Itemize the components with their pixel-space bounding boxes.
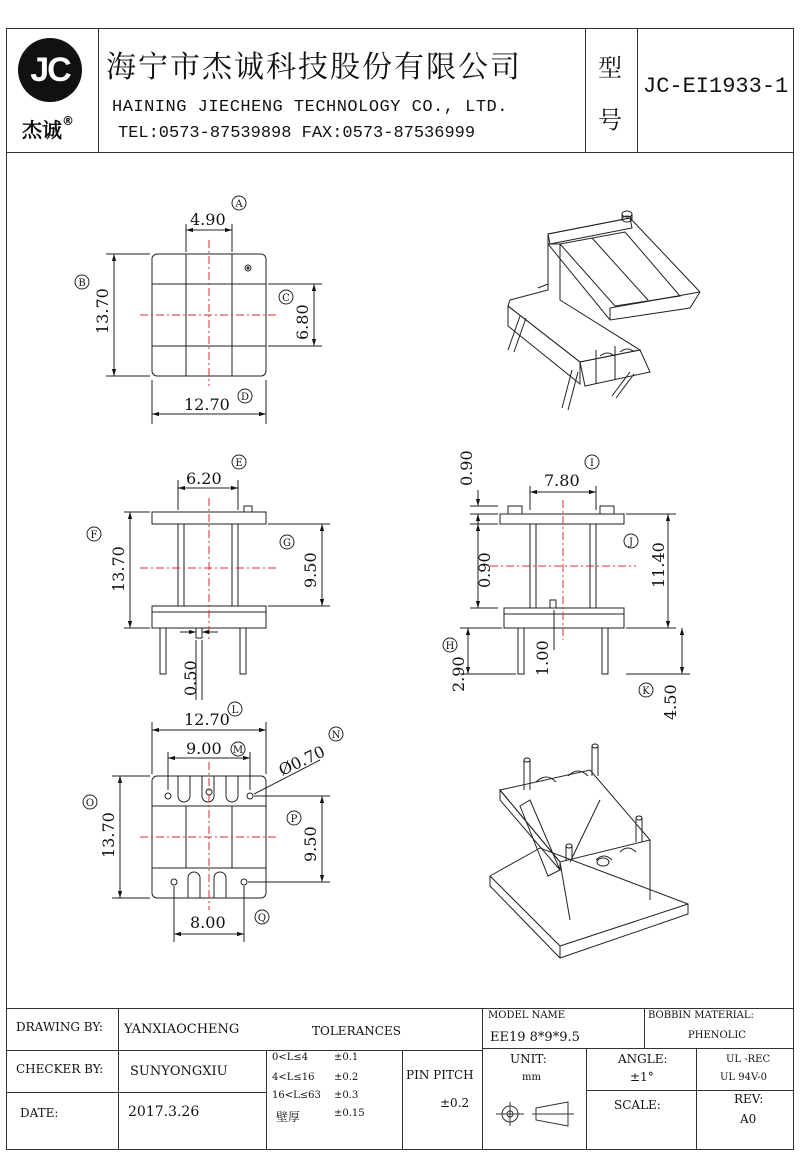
tolerances-label: TOLERANCES xyxy=(312,1024,401,1038)
dim-j: 11.40 xyxy=(649,542,668,588)
tb-v-6 xyxy=(586,1048,587,1150)
bobbin: PHENOLIC xyxy=(688,1030,746,1041)
logo-sub: 杰诚 xyxy=(22,118,62,142)
tol-range-4: 壁厚 xyxy=(276,1110,301,1124)
tb-row-2 xyxy=(6,1092,266,1093)
dim-i: 7.80 xyxy=(544,471,580,490)
model-code: JC-EI1933-1 xyxy=(643,74,789,99)
dim-n: Ø0.70 xyxy=(275,741,328,780)
front-view xyxy=(124,480,330,700)
tb-v-2 xyxy=(266,1050,267,1150)
label-m: M xyxy=(232,745,244,756)
company-contact: TEL:0573-87539898 FAX:0573-87536999 xyxy=(118,124,476,143)
model-name: EE19 8*9*9.5 xyxy=(490,1030,580,1045)
model-name-label: MODEL NAME xyxy=(488,1010,566,1021)
dim-m: 9.00 xyxy=(186,739,222,758)
dim-b: 13.70 xyxy=(93,288,112,334)
company-name-en: HAINING JIECHENG TECHNOLOGY CO., LTD. xyxy=(112,98,508,117)
label-e: E xyxy=(235,458,243,469)
dim-f: 13.70 xyxy=(109,546,128,592)
tol-val-3: ±0.3 xyxy=(334,1090,359,1101)
drawing-by: YANXIAOCHENG xyxy=(124,1022,240,1037)
dim-top-h: 0.90 xyxy=(457,450,476,486)
logo-reg: ® xyxy=(62,114,74,128)
tb-row-2b xyxy=(586,1090,794,1091)
label-b: B xyxy=(78,278,86,289)
ul-94v0: UL 94V-0 xyxy=(720,1072,768,1083)
iso-view-top xyxy=(508,211,700,410)
dim-c: 6.80 xyxy=(293,304,312,340)
dim-a: 4.90 xyxy=(190,210,226,229)
label-h: H xyxy=(445,641,455,652)
unit: mm xyxy=(522,1072,541,1083)
label-l: L xyxy=(231,705,239,716)
tb-v-4 xyxy=(482,1008,483,1150)
company-name-cn: 海宁市杰诚科技股份有限公司 xyxy=(106,50,522,85)
label-c: C xyxy=(282,293,290,304)
dim-d: 12.70 xyxy=(184,395,230,414)
iso-view-bottom xyxy=(490,744,688,958)
tb-v-5 xyxy=(644,1008,645,1048)
label-f: F xyxy=(90,530,98,541)
label-circles xyxy=(75,196,653,924)
dim-pin-dia: 0.50 xyxy=(181,660,200,696)
projection-symbol-icon xyxy=(492,1096,582,1132)
dim-k: 4.50 xyxy=(661,684,680,720)
top-view xyxy=(106,224,322,424)
label-d: D xyxy=(240,392,250,403)
pin-pitch-label: PIN PITCH xyxy=(406,1068,474,1082)
logo-text: JC xyxy=(30,51,70,89)
angle-label: ANGLE: xyxy=(618,1052,668,1066)
dim-p: 9.50 xyxy=(301,826,320,862)
unit-label: UNIT: xyxy=(510,1052,547,1066)
bobbin-label: BOBBIN MATERIAL: xyxy=(648,1010,754,1021)
ul-rec: UL -REC xyxy=(726,1054,771,1065)
tb-row-1 xyxy=(6,1050,482,1051)
label-o: O xyxy=(85,798,95,809)
tb-v-1 xyxy=(118,1008,119,1150)
checker: SUNYONGXIU xyxy=(130,1064,228,1079)
label-a: A xyxy=(235,199,243,210)
model-label-1: 型 xyxy=(598,54,622,82)
dim-mid-h: 0.90 xyxy=(475,552,494,588)
tb-v-3 xyxy=(402,1050,403,1150)
tb-row-1b xyxy=(482,1048,794,1049)
scale-label: SCALE: xyxy=(614,1098,661,1112)
rev: A0 xyxy=(740,1112,757,1126)
dim-g: 9.50 xyxy=(301,552,320,588)
label-q: Q xyxy=(257,913,267,924)
tb-v-7 xyxy=(696,1048,697,1150)
tb-top xyxy=(6,1008,794,1009)
label-letters xyxy=(78,199,650,924)
label-j: J xyxy=(628,537,634,548)
date-label: DATE: xyxy=(20,1106,59,1120)
model-label-2: 号 xyxy=(598,106,622,134)
dimension-values xyxy=(90,210,680,932)
dim-q: 8.00 xyxy=(190,913,226,932)
tol-range-1: 0<L≤4 xyxy=(272,1052,309,1063)
dim-l: 12.70 xyxy=(184,710,230,729)
tol-range-3: 16<L≤63 xyxy=(272,1090,321,1101)
label-p: P xyxy=(290,814,298,825)
label-n: N xyxy=(331,730,341,741)
label-i: I xyxy=(590,458,594,469)
label-g: G xyxy=(283,538,291,549)
angle: ±1° xyxy=(630,1070,654,1084)
label-k: K xyxy=(642,686,650,697)
pin-pitch: ±0.2 xyxy=(440,1096,470,1110)
dim-h: 2.90 xyxy=(449,656,468,692)
rev-label: REV: xyxy=(734,1092,764,1106)
tol-val-1: ±0.1 xyxy=(334,1052,359,1063)
checker-label: CHECKER BY: xyxy=(16,1062,104,1076)
dim-o: 13.70 xyxy=(99,812,118,858)
tol-range-2: 4<L≤16 xyxy=(272,1072,315,1083)
drawing-by-label: DRAWING BY: xyxy=(16,1020,103,1034)
tol-val-4: ±0.15 xyxy=(334,1108,365,1119)
tol-val-2: ±0.2 xyxy=(334,1072,359,1083)
dim-e: 6.20 xyxy=(186,469,222,488)
dim-pin-off: 1.00 xyxy=(533,640,552,676)
date: 2017.3.26 xyxy=(128,1104,200,1120)
